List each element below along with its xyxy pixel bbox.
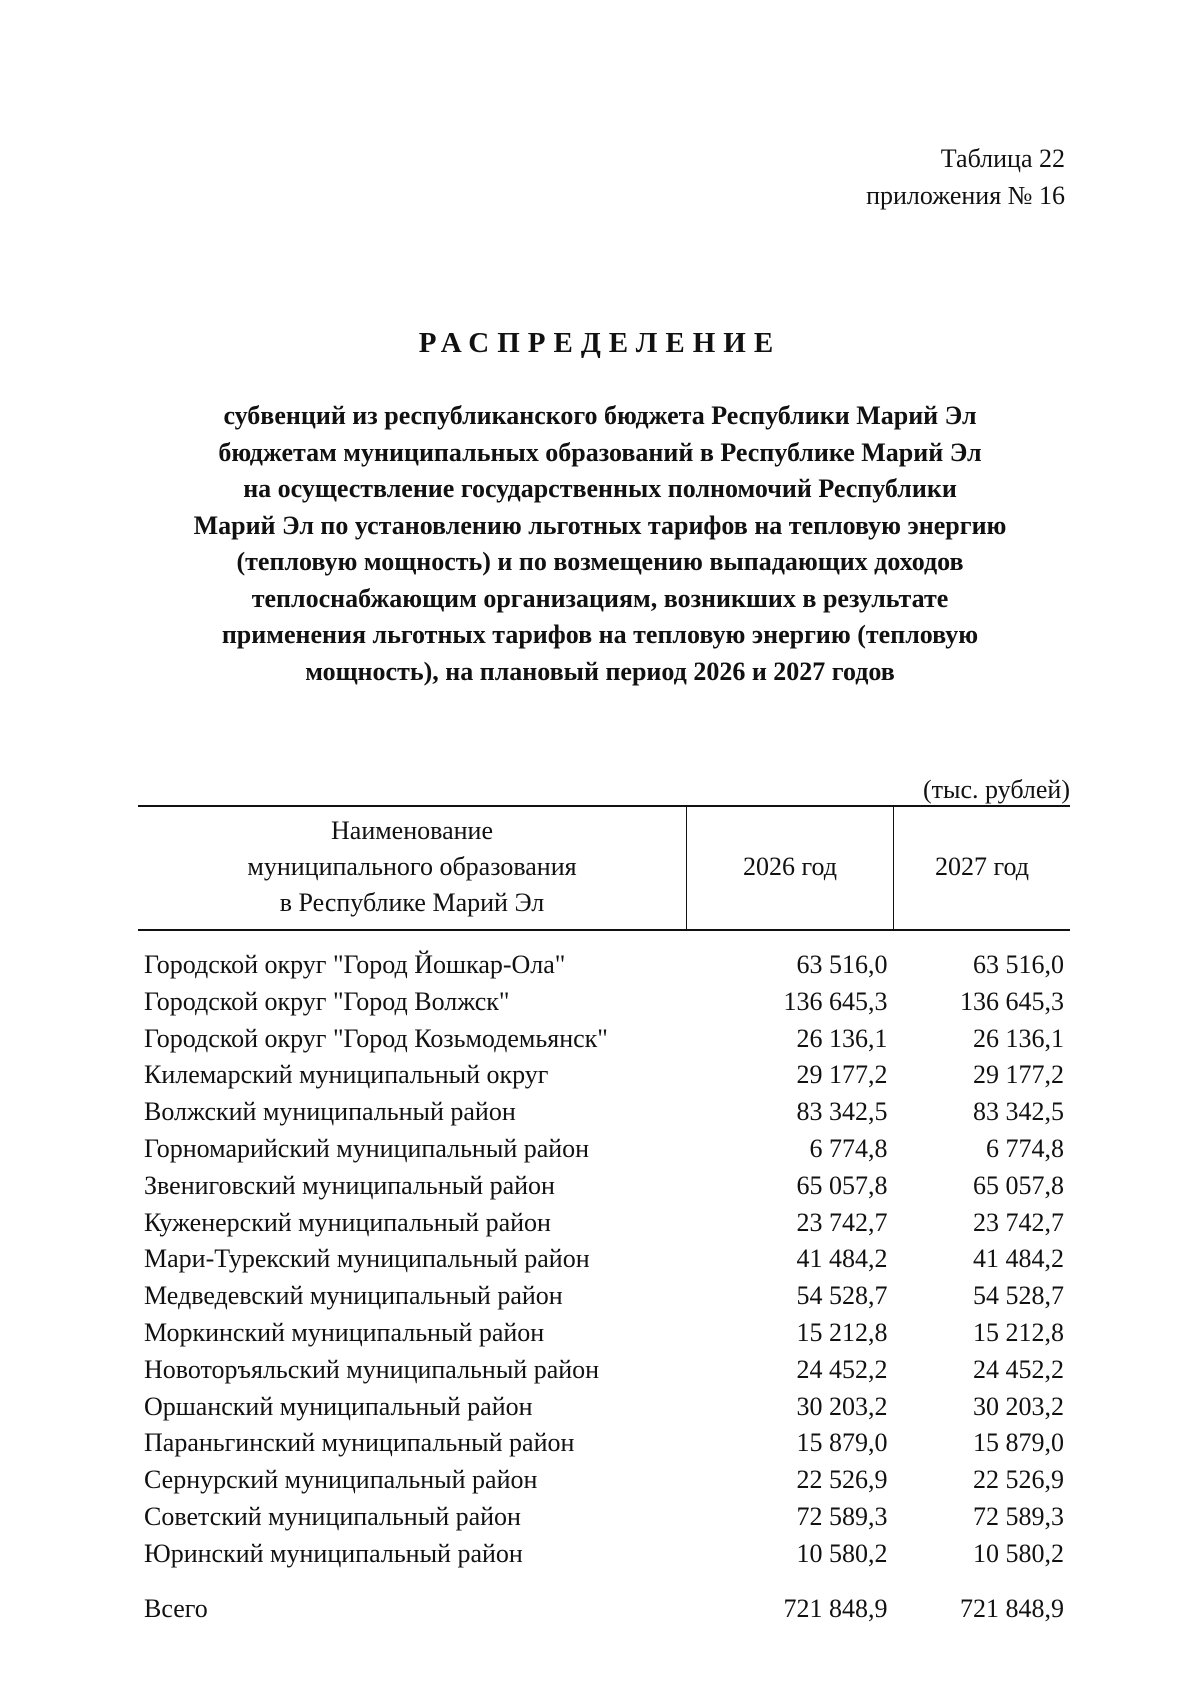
table-row xyxy=(138,1021,1070,1058)
value-2027-cell: 24 452,2 xyxy=(973,1354,1064,1384)
table-row xyxy=(138,947,1070,984)
value-2026-cell: 23 742,7 xyxy=(796,1207,888,1237)
subtitle-line: бюджетам муниципальных образований в Республике Марий Эл xyxy=(218,437,982,467)
municipality-name-cell: Килемарский муниципальный округ xyxy=(144,1060,549,1090)
value-2026-cell: 15 879,0 xyxy=(796,1428,888,1458)
table-row xyxy=(138,1168,1070,1205)
value-2026-cell: 26 136,1 xyxy=(796,1023,888,1053)
municipality-name-cell: Юринский муниципальный район xyxy=(144,1538,523,1568)
header-year-2026: 2026 год xyxy=(687,806,894,930)
value-2027-cell: 83 342,5 xyxy=(973,1097,1064,1127)
value-2027-cell: 72 589,3 xyxy=(973,1501,1064,1531)
value-2026-cell: 6 774,8 xyxy=(809,1133,888,1163)
municipality-name-cell: Волжский муниципальный район xyxy=(144,1097,516,1127)
municipality-name-cell: Параньгинский муниципальный район xyxy=(144,1428,575,1458)
value-2026-cell: 41 484,2 xyxy=(796,1244,888,1274)
municipality-name-cell: Мари-Турекский муниципальный район xyxy=(144,1244,590,1274)
value-2026-cell: 29 177,2 xyxy=(796,1060,888,1090)
table-row xyxy=(138,1499,1070,1536)
value-2027-cell: 6 774,8 xyxy=(986,1133,1064,1163)
value-2027-cell: 22 526,9 xyxy=(973,1465,1064,1495)
subtitle-line: теплоснабжающим организациям, возникших в результате xyxy=(251,583,949,613)
subtitle-line: применения льготных тарифов на тепловую энергию (тепловую xyxy=(221,620,979,649)
appendix-reference xyxy=(866,140,1065,214)
subtitle-line: мощность), на плановый период 2026 и 2027 годов xyxy=(305,656,895,686)
municipality-name-cell: Моркинский муниципальный район xyxy=(144,1317,545,1347)
table-row xyxy=(138,1352,1070,1389)
header-municipality xyxy=(138,806,687,930)
table-number: Таблица 22 xyxy=(940,144,1065,173)
units-label: (тыс. рублей) xyxy=(922,775,1070,804)
value-2026-cell: 72 589,3 xyxy=(796,1501,888,1531)
table-row xyxy=(138,1389,1070,1426)
value-2027-cell: 29 177,2 xyxy=(973,1060,1064,1090)
table-body xyxy=(138,930,1070,1627)
value-2026-cell: 83 342,5 xyxy=(796,1097,888,1127)
value-2027-cell: 26 136,1 xyxy=(973,1023,1064,1053)
value-2027-cell: 41 484,2 xyxy=(973,1244,1064,1274)
header-line: муниципального образования xyxy=(247,852,577,881)
table-total-row xyxy=(138,1573,1070,1628)
municipality-name-cell: Всего xyxy=(144,1593,208,1623)
table-row xyxy=(138,1278,1070,1315)
value-2027-cell: 63 516,0 xyxy=(973,950,1064,979)
value-2026-cell: 15 212,8 xyxy=(796,1317,888,1347)
municipality-name-cell: Советский муниципальный район xyxy=(144,1501,521,1531)
value-2027-cell: 15 212,8 xyxy=(973,1317,1064,1347)
value-2027-cell: 136 645,3 xyxy=(960,986,1064,1016)
value-2027-cell: 23 742,7 xyxy=(973,1207,1064,1237)
value-2027-cell: 721 848,9 xyxy=(960,1593,1064,1623)
subtitle-line: субвенций из республиканского бюджета Республики Марий Эл xyxy=(223,401,977,430)
header-year-2027: 2027 год xyxy=(894,806,1071,930)
value-2026-cell: 65 057,8 xyxy=(796,1170,888,1200)
value-2026-cell: 22 526,9 xyxy=(796,1465,888,1495)
table-row xyxy=(138,1241,1070,1278)
table-row xyxy=(138,1425,1070,1462)
municipality-name-cell: Куженерский муниципальный район xyxy=(144,1207,551,1237)
subtitle-line: (тепловую мощность) и по возмещению выпадающих доходов xyxy=(236,547,964,576)
document-subtitle xyxy=(140,398,1060,690)
table-row xyxy=(138,1057,1070,1094)
table-header-row xyxy=(138,806,1070,930)
table-row xyxy=(138,1094,1070,1131)
value-2026-cell: 10 580,2 xyxy=(796,1538,888,1568)
value-2027-cell: 10 580,2 xyxy=(973,1538,1064,1568)
document-heading: РАСПРЕДЕЛЕНИЕ xyxy=(418,327,782,359)
value-2027-cell: 15 879,0 xyxy=(973,1428,1064,1458)
value-2026-cell: 63 516,0 xyxy=(796,950,888,979)
distribution-table xyxy=(138,805,1070,1627)
municipality-name-cell: Городской округ "Город Козьмодемьянск" xyxy=(144,1023,608,1053)
table-row xyxy=(138,984,1070,1021)
municipality-name-cell: Городской округ "Город Волжск" xyxy=(144,986,510,1016)
value-2026-cell: 721 848,9 xyxy=(783,1593,888,1623)
value-2026-cell: 136 645,3 xyxy=(783,986,888,1016)
municipality-name-cell: Городской округ "Город Йошкар-Ола" xyxy=(144,950,566,979)
municipality-name-cell: Сернурский муниципальный район xyxy=(144,1465,538,1495)
municipality-name-cell: Звениговский муниципальный район xyxy=(144,1170,555,1200)
value-2026-cell: 54 528,7 xyxy=(796,1281,888,1311)
table-row xyxy=(138,1205,1070,1242)
table-row xyxy=(138,1131,1070,1168)
table-row xyxy=(138,1536,1070,1573)
value-2027-cell: 54 528,7 xyxy=(973,1281,1064,1311)
appendix-number: приложения № 16 xyxy=(866,181,1065,210)
subtitle-line: Марий Эл по установлению льготных тарифов на тепловую энергию xyxy=(193,510,1007,540)
table-row xyxy=(138,1315,1070,1352)
distribution-table-container xyxy=(138,805,1070,1627)
table-row xyxy=(138,1462,1070,1499)
municipality-name-cell: Горномарийский муниципальный район xyxy=(144,1133,590,1163)
municipality-name-cell: Медведевский муниципальный район xyxy=(144,1281,563,1311)
subtitle-line: на осуществление государственных полномочий Республики xyxy=(243,474,957,503)
value-2027-cell: 65 057,8 xyxy=(973,1170,1064,1200)
municipality-name-cell: Оршанский муниципальный район xyxy=(144,1391,533,1421)
header-line: Наименование xyxy=(331,816,493,845)
value-2026-cell: 30 203,2 xyxy=(796,1391,888,1421)
table-spacer xyxy=(138,930,1070,947)
value-2026-cell: 24 452,2 xyxy=(796,1354,888,1384)
value-2027-cell: 30 203,2 xyxy=(973,1391,1064,1421)
municipality-name-cell: Новоторъяльский муниципальный район xyxy=(144,1354,600,1384)
header-line: в Республике Марий Эл xyxy=(279,888,545,917)
